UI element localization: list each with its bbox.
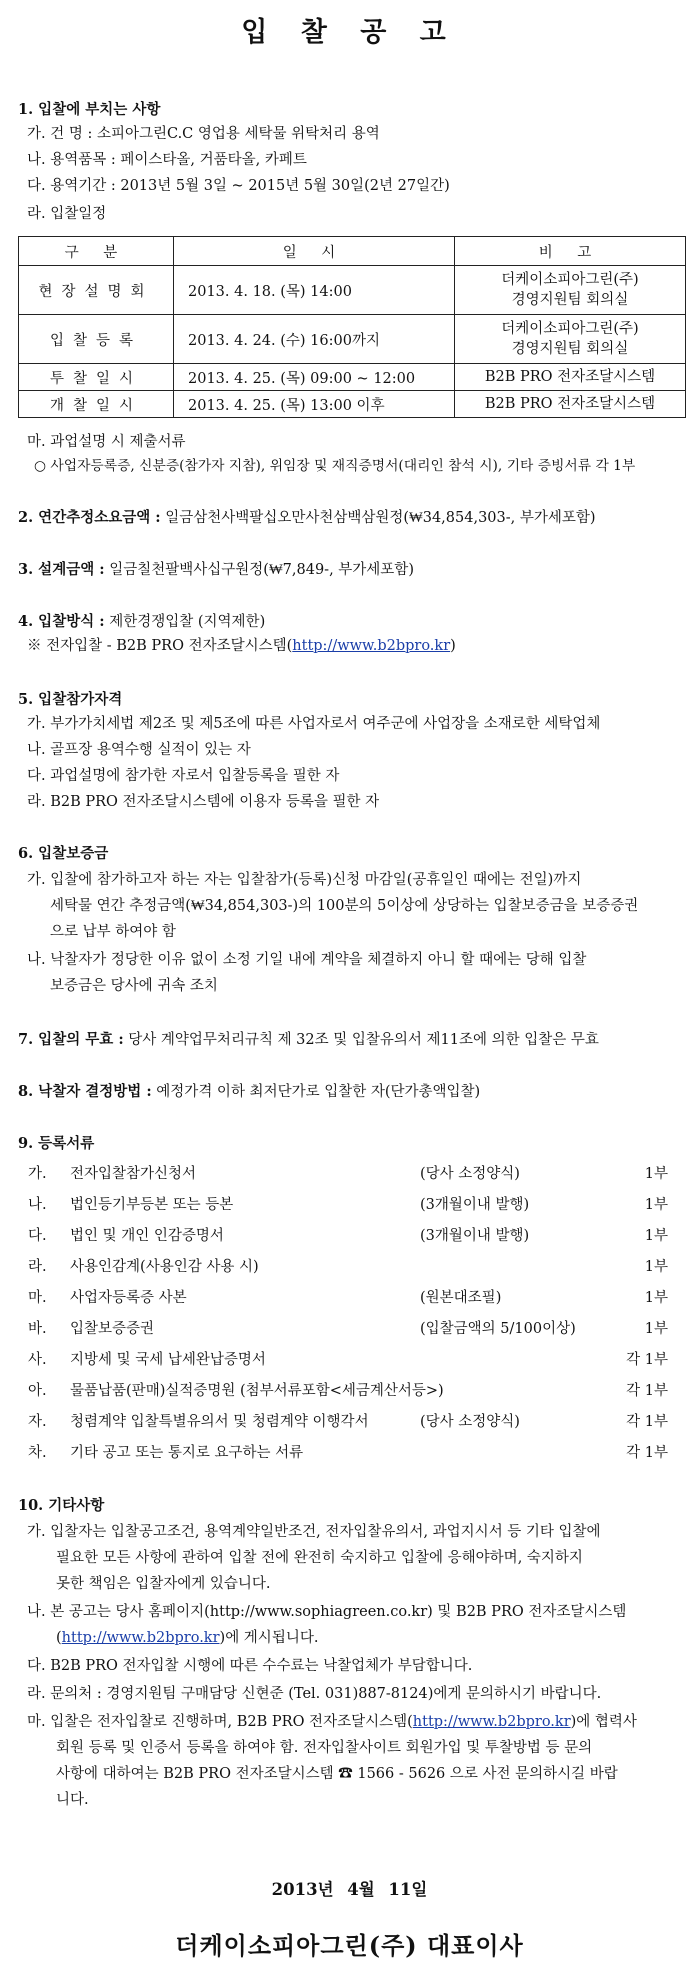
project-name: 가. 건 명 : 소피아그린C.C 영업용 세탁물 위탁처리 용역 [27,126,380,142]
section-2-heading: 2. 연간추정소요금액 : [18,509,161,526]
item-name: 입찰보증증권 [70,1321,155,1337]
item-name: 법인등기부등본 또는 등본 [70,1197,234,1213]
item-note: (당사 소정양식) [420,1166,520,1182]
service-period: 다. 용역기간 : 2013년 5월 3일 ~ 2015년 5월 30일(2년 27일간) [27,178,450,194]
item-label: 자. [28,1414,47,1430]
item-label: 아. [28,1383,47,1399]
schedule-label: 라. 입찰일정 [27,206,107,222]
note-line: 경영지원팀 회의실 [511,292,629,308]
item-note: (3개월이내 발행) [420,1228,530,1244]
b2bpro-link[interactable]: http://www.b2bpro.kr [292,638,451,654]
table-row [19,266,686,315]
section-7-heading: 7. 입찰의 무효 : [18,1031,124,1048]
qualification-item: 나. 골프장 용역수행 실적이 있는 자 [27,742,251,758]
section-4-heading: 4. 입찰방식 : [18,613,105,630]
b2bpro-link[interactable]: http://www.b2bpro.kr [412,1714,571,1730]
b2bpro-link[interactable]: http://www.b2bpro.kr [61,1630,220,1646]
item-label: 바. [28,1321,47,1337]
notice-date: 2013년 4월 11일 [271,1880,428,1899]
schedule-label-cell: 투찰일시 [19,364,174,391]
item-label: 라. [28,1259,47,1275]
schedule-label-cell: 개찰일시 [19,391,174,418]
misc-text: 회원 등록 및 인증서 등록을 하여야 함. 전자입찰사이트 회원가입 및 투찰방법 등 문의 [56,1740,593,1756]
deposit-text: 으로 납부 하여야 함 [50,924,176,940]
design-amount: 일금칠천팔백사십구원정(₩7,849-, 부가세포함) [104,562,414,578]
schedule-note-cell [455,266,686,315]
item-count: 1부 [644,1321,668,1337]
section-8-heading: 8. 낙찰자 결정방법 : [18,1083,152,1100]
qualification-item: 다. 과업설명에 참가한 자로서 입찰등록을 필한 자 [27,768,340,784]
misc-text: 못한 책임은 입찰자에게 있습니다. [56,1576,271,1592]
table-row [19,391,686,418]
briefing-docs-text: ○ 사업자등록증, 신분증(참가자 지참), 위임장 및 재직증명서(대리인 참석 시), 기타 증빙서류 각 1부 [34,458,636,474]
schedule-note-cell: B2B PRO 전자조달시스템 [455,391,686,418]
misc-text-prefix: 나. 본 공고는 당사 홈페이지( [27,1604,210,1620]
schedule-time-cell: 2013. 4. 25. (목) 09:00 ~ 12:00 [174,364,455,391]
deposit-text: 보증금은 당사에 귀속 조치 [50,978,218,994]
deposit-text: 나. 낙찰자가 정당한 이유 없이 소정 기일 내에 계약을 체결하지 아니 할 때에는 당해 입찰 [27,952,587,968]
item-note: (3개월이내 발행) [420,1197,530,1213]
misc-text [27,1602,626,1622]
bid-method: 제한경쟁입찰 (지역제한) [104,614,266,630]
e-bid-note-suffix: ) [450,638,456,654]
section-5-heading: 5. 입찰참가자격 [18,691,123,708]
misc-text-suffix: )에 협력사 [570,1714,637,1730]
note-line: 경영지원팀 회의실 [511,341,629,357]
item-count: 1부 [644,1197,668,1213]
misc-text-suffix: )에 게시됩니다. [219,1630,319,1646]
section-6-heading: 6. 입찰보증금 [18,845,109,862]
item-label: 가. [28,1166,47,1182]
item-name: 청렴계약 입찰특별유의서 및 청렴계약 이행각서 [70,1414,369,1430]
item-name: 기타 공고 또는 통지로 요구하는 서류 [70,1445,304,1461]
item-note: (입찰금액의 5/100이상) [420,1321,576,1337]
winner-method-text: 예정가격 이하 최저단가로 입찰한 자(단가총액입찰) [151,1084,481,1100]
misc-text-prefix: 마. 입찰은 전자입찰로 진행하며, B2B PRO 전자조달시스템( [27,1714,413,1730]
misc-text [27,1712,637,1732]
item-note: (당사 소정양식) [420,1414,520,1430]
table-header: 비 고 [455,237,686,266]
item-label: 다. [28,1228,47,1244]
misc-text [56,1628,318,1648]
schedule-time-cell: 2013. 4. 18. (목) 14:00 [174,266,455,315]
e-bid-note-prefix: ※ 전자입찰 - B2B PRO 전자조달시스템( [27,638,293,654]
deposit-text: 가. 입찰에 참가하고자 하는 자는 입찰참가(등록)신청 마감일(공휴일인 때에는 전일)까지 [27,872,582,888]
item-count: 각 1부 [626,1352,668,1368]
item-label: 사. [28,1352,47,1368]
qualification-item: 가. 부가가치세법 제2조 및 제5조에 따른 사업자로서 여주군에 사업장을 소재로한 세탁업체 [27,716,601,732]
item-count: 1부 [644,1259,668,1275]
misc-text: 다. B2B PRO 전자입찰 시행에 따른 수수료는 낙찰업체가 부담합니다. [27,1658,473,1674]
note-line: 더케이소피아그린(주) [501,272,639,288]
item-label: 나. [28,1197,47,1213]
table-row [19,315,686,364]
misc-text: 필요한 모든 사항에 관하여 입찰 전에 완전히 숙지하고 입찰에 응해야하며, 숙지하지 [56,1550,583,1566]
misc-text: 가. 입찰자는 입찰공고조건, 용역계약일반조건, 전자입찰유의서, 과업지시서 등 기타 입찰에 [27,1524,601,1540]
item-name: 지방세 및 국세 납세완납증명서 [70,1352,266,1368]
sophiagreen-link[interactable]: http://www.sophiagreen.co.kr [209,1604,428,1620]
schedule-label-cell: 현장설명회 [19,266,174,315]
section-2-line [18,508,596,528]
misc-text-prefix: ( [56,1630,62,1646]
note-line: 더케이소피아그린(주) [501,321,639,337]
item-note: (원본대조필) [420,1290,502,1306]
qualification-item: 라. B2B PRO 전자조달시스템에 이용자 등록을 필한 자 [27,794,380,810]
contact-text: 라. 문의처 : 경영지원팀 구매담당 신현준 (Tel. 031)887-8124)에게 문의하시기 바랍니다. [27,1686,602,1702]
section-7-line [18,1030,599,1050]
item-name: 물품납품(판매)실적증명원 (첨부서류포함<세금계산서등>) [70,1383,444,1399]
item-count: 각 1부 [626,1383,668,1399]
section-3-heading: 3. 설계금액 : [18,561,105,578]
section-1-heading: 1. 입찰에 부치는 사항 [18,101,161,118]
service-items: 나. 용역품목 : 페이스타올, 거품타올, 카페트 [27,152,307,168]
item-label: 차. [28,1445,47,1461]
briefing-docs-label: 마. 과업설명 시 제출서류 [27,434,186,450]
item-name: 사업자등록증 사본 [70,1290,187,1306]
item-count: 각 1부 [626,1414,668,1430]
schedule-time-cell: 2013. 4. 24. (수) 16:00까지 [174,315,455,364]
schedule-label-cell: 입찰등록 [19,315,174,364]
deposit-text: 세탁물 연간 추정금액(₩34,854,303-)의 100분의 5이상에 상당하는 입찰보증금을 보증증권 [50,898,639,914]
section-3-line [18,560,414,580]
item-count: 1부 [644,1166,668,1182]
item-name: 사용인감계(사용인감 사용 시) [70,1259,259,1275]
table-header: 구 분 [19,237,174,266]
schedule-table [18,236,686,418]
misc-text-suffix: ) 및 B2B PRO 전자조달시스템 [427,1604,627,1620]
item-label: 마. [28,1290,47,1306]
section-8-line [18,1082,480,1102]
table-row [19,364,686,391]
table-header-row [19,237,686,266]
section-4-line [18,612,265,632]
page-title: 입 찰 공 고 [241,17,458,48]
invalid-bid-text: 당사 계약업무처리규칙 제 32조 및 입찰유의서 제11조에 의한 입찰은 무효 [123,1032,599,1048]
e-bid-note [27,636,456,656]
item-name: 전자입찰참가신청서 [70,1166,197,1182]
item-count: 1부 [644,1290,668,1306]
schedule-note-cell [455,315,686,364]
schedule-time-cell: 2013. 4. 25. (목) 13:00 이후 [174,391,455,418]
signer-name: 더케이소피아그린(주) 대표이사 [175,1931,524,1960]
table-header: 일 시 [174,237,455,266]
item-name: 법인 및 개인 인감증명서 [70,1228,224,1244]
item-count: 각 1부 [626,1445,668,1461]
schedule-note-cell: B2B PRO 전자조달시스템 [455,364,686,391]
section-10-heading: 10. 기타사항 [18,1497,105,1514]
section-9-heading: 9. 등록서류 [18,1135,95,1152]
estimated-amount: 일금삼천사백팔십오만사천삼백삼원정(₩34,854,303-, 부가세포함) [160,510,596,526]
item-count: 1부 [644,1228,668,1244]
misc-text: 사항에 대하여는 B2B PRO 전자조달시스템 ☎ 1566 - 5626 으로 사전 문의하시길 바랍 [56,1766,618,1782]
misc-text: 니다. [56,1792,89,1808]
